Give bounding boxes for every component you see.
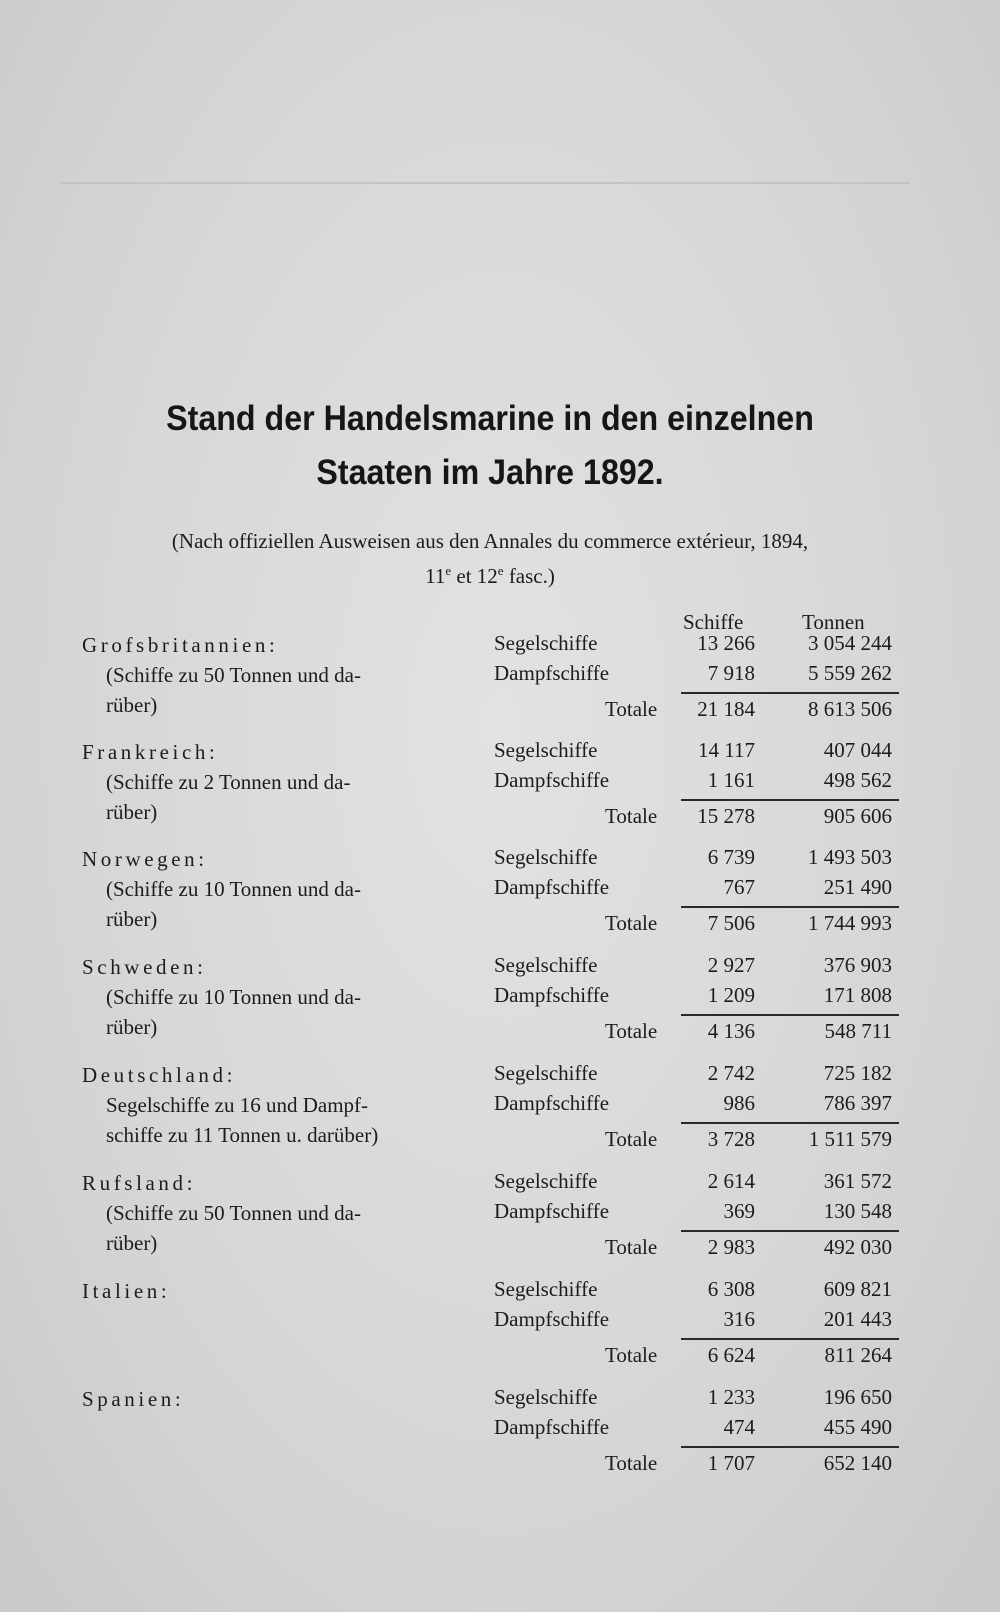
source-note-sup-2: e: [497, 563, 504, 578]
value-segel-tonnen: 361 572: [823, 1169, 892, 1193]
country-block: [82, 737, 452, 827]
value-segel-schiffe: 6 739: [707, 845, 755, 869]
country-note-line-2: rüber): [106, 693, 158, 717]
country-note-line-2: rüber): [106, 1231, 158, 1255]
label-totale: Totale: [605, 1343, 658, 1367]
sum-rule: [681, 906, 899, 908]
value-dampf-tonnen: 498 562: [823, 768, 892, 792]
value-dampf-tonnen: 201 443: [823, 1307, 892, 1331]
value-total-tonnen: 548 711: [824, 1019, 892, 1043]
label-segelschiffe: Segelschiffe: [494, 1061, 598, 1085]
value-segel-tonnen: 609 821: [823, 1277, 892, 1301]
label-segelschiffe: Segelschiffe: [494, 1277, 598, 1301]
country-note-line-2: schiffe zu 11 Tonnen u. darüber): [106, 1123, 379, 1147]
sum-rule: [681, 1122, 899, 1124]
header-rule: [60, 182, 910, 184]
label-dampfschiffe: Dampfschiffe: [494, 768, 610, 792]
value-segel-schiffe: 2 614: [707, 1169, 755, 1193]
label-dampfschiffe: Dampfschiffe: [494, 1415, 610, 1439]
source-note: [80, 526, 900, 591]
label-segelschiffe: Segelschiffe: [494, 1169, 598, 1193]
label-totale: Totale: [605, 1235, 658, 1259]
value-total-schiffe: 6 624: [707, 1343, 755, 1367]
label-segelschiffe: Segelschiffe: [494, 631, 598, 655]
value-segel-schiffe: 2 927: [707, 953, 755, 977]
value-dampf-schiffe: 369: [723, 1199, 755, 1223]
country-note-line-1: (Schiffe zu 10 Tonnen und da-: [106, 985, 361, 1009]
value-total-tonnen: 811 264: [824, 1343, 892, 1367]
value-segel-schiffe: 13 266: [697, 631, 755, 655]
country-block: [82, 1384, 452, 1414]
column-header-tonnen: Tonnen: [802, 610, 865, 634]
sum-rule: [681, 1014, 899, 1016]
value-dampf-tonnen: 455 490: [823, 1415, 892, 1439]
value-dampf-tonnen: 5 559 262: [808, 661, 892, 685]
country-note-line-2: rüber): [106, 1015, 158, 1039]
label-totale: Totale: [605, 804, 658, 828]
country-name: Frankreich:: [82, 740, 219, 764]
value-total-schiffe: 15 278: [697, 804, 755, 828]
label-dampfschiffe: Dampfschiffe: [494, 661, 610, 685]
title-line-1: Stand der Handelsmarine in den einzelnen: [166, 399, 814, 438]
label-totale: Totale: [605, 1451, 658, 1475]
value-total-schiffe: 3 728: [707, 1127, 755, 1151]
label-totale: Totale: [605, 1019, 658, 1043]
country-name: Italien:: [82, 1279, 171, 1303]
source-note-fasc: fasc.): [503, 564, 555, 588]
value-segel-tonnen: 3 054 244: [808, 631, 892, 655]
value-dampf-schiffe: 1 161: [707, 768, 755, 792]
sum-rule: [681, 1446, 899, 1448]
value-segel-tonnen: 1 493 503: [808, 845, 892, 869]
sum-rule: [681, 1338, 899, 1340]
label-totale: Totale: [605, 1127, 658, 1151]
value-total-schiffe: 4 136: [707, 1019, 755, 1043]
country-note-line-1: (Schiffe zu 50 Tonnen und da-: [106, 663, 361, 687]
country-name: Schweden:: [82, 955, 207, 979]
country-name: Norwegen:: [82, 847, 208, 871]
title-line-2: Staaten im Jahre 1892.: [316, 453, 664, 492]
label-dampfschiffe: Dampfschiffe: [494, 1091, 610, 1115]
sum-rule: [681, 799, 899, 801]
value-dampf-schiffe: 7 918: [707, 661, 755, 685]
value-total-tonnen: 492 030: [823, 1235, 892, 1259]
value-dampf-tonnen: 171 808: [823, 983, 892, 1007]
value-total-tonnen: 1 744 993: [808, 911, 892, 935]
value-dampf-schiffe: 316: [723, 1307, 755, 1331]
country-note-line-2: rüber): [106, 800, 158, 824]
label-totale: Totale: [605, 911, 658, 935]
sum-rule: [681, 1230, 899, 1232]
value-total-schiffe: 7 506: [707, 911, 755, 935]
value-dampf-tonnen: 786 397: [823, 1091, 892, 1115]
country-note-line-1: Segelschiffe zu 16 und Dampf-: [106, 1093, 369, 1117]
country-block: [82, 1168, 452, 1258]
value-segel-tonnen: 376 903: [823, 953, 892, 977]
source-note-fasc-11: 11: [425, 564, 446, 588]
label-dampfschiffe: Dampfschiffe: [494, 1307, 610, 1331]
country-block: [82, 630, 452, 720]
value-dampf-tonnen: 251 490: [823, 875, 892, 899]
value-segel-schiffe: 14 117: [698, 738, 755, 762]
source-note-fasc-12: et 12: [451, 564, 498, 588]
label-dampfschiffe: Dampfschiffe: [494, 1199, 610, 1223]
label-segelschiffe: Segelschiffe: [494, 845, 598, 869]
value-dampf-tonnen: 130 548: [823, 1199, 892, 1223]
country-name: Rufsland:: [82, 1171, 197, 1195]
country-name: Deutschland:: [82, 1063, 237, 1087]
country-name: Grofsbritannien:: [82, 633, 279, 657]
country-note-line-1: (Schiffe zu 10 Tonnen und da-: [106, 877, 361, 901]
value-segel-schiffe: 2 742: [707, 1061, 755, 1085]
value-total-tonnen: 652 140: [823, 1451, 892, 1475]
label-totale: Totale: [605, 697, 658, 721]
country-name: Spanien:: [82, 1387, 185, 1411]
page-title: [94, 392, 885, 500]
country-note-line-2: rüber): [106, 907, 158, 931]
value-segel-tonnen: 407 044: [823, 738, 892, 762]
label-segelschiffe: Segelschiffe: [494, 953, 598, 977]
country-block: [82, 1060, 452, 1150]
value-total-schiffe: 1 707: [707, 1451, 755, 1475]
source-note-line-1: (Nach offiziellen Ausweisen aus den Annales du commerce extérieur, 1894,: [171, 529, 809, 553]
value-total-tonnen: 8 613 506: [808, 697, 892, 721]
value-dampf-schiffe: 474: [723, 1415, 755, 1439]
value-total-tonnen: 905 606: [823, 804, 892, 828]
country-block: [82, 844, 452, 934]
value-dampf-schiffe: 767: [723, 875, 755, 899]
value-total-schiffe: 21 184: [697, 697, 755, 721]
label-segelschiffe: Segelschiffe: [494, 1385, 598, 1409]
value-segel-schiffe: 1 233: [707, 1385, 755, 1409]
country-block: [82, 952, 452, 1042]
value-segel-schiffe: 6 308: [707, 1277, 755, 1301]
country-note-line-1: (Schiffe zu 2 Tonnen und da-: [106, 770, 351, 794]
country-note-line-1: (Schiffe zu 50 Tonnen und da-: [106, 1201, 361, 1225]
value-dampf-schiffe: 1 209: [707, 983, 755, 1007]
value-segel-tonnen: 725 182: [823, 1061, 892, 1085]
label-segelschiffe: Segelschiffe: [494, 738, 598, 762]
value-segel-tonnen: 196 650: [823, 1385, 892, 1409]
column-header-schiffe: Schiffe: [683, 610, 744, 634]
value-total-tonnen: 1 511 579: [808, 1127, 892, 1151]
label-dampfschiffe: Dampfschiffe: [494, 983, 610, 1007]
country-block: [82, 1276, 452, 1306]
value-total-schiffe: 2 983: [707, 1235, 755, 1259]
sum-rule: [681, 692, 899, 694]
value-dampf-schiffe: 986: [723, 1091, 755, 1115]
source-note-sup-1: e: [445, 563, 452, 578]
label-dampfschiffe: Dampfschiffe: [494, 875, 610, 899]
